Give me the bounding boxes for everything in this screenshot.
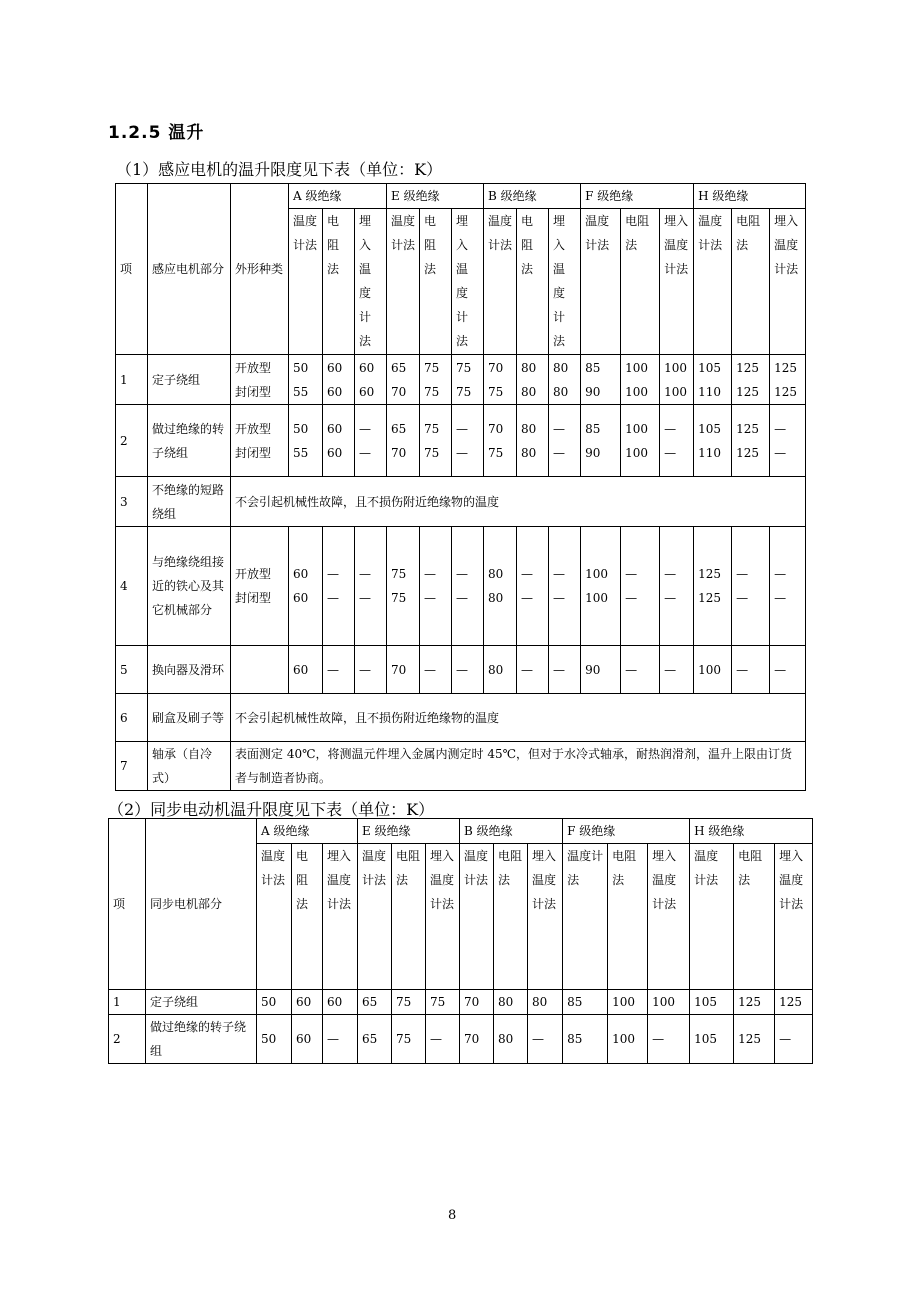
- value-cell: 105: [690, 1015, 734, 1064]
- method-header: 温度计法: [694, 209, 732, 355]
- value-cell: 50: [257, 990, 292, 1015]
- value-cell: — —: [770, 527, 806, 646]
- value-cell: 125 125: [732, 355, 770, 405]
- value-cell: — —: [732, 527, 770, 646]
- row-part: 做过绝缘的转子绕组: [146, 1015, 257, 1064]
- value-cell: —: [549, 646, 581, 694]
- method-header: 埋入温度计法: [648, 844, 690, 990]
- value-cell: 60 60: [355, 355, 387, 405]
- value-cell: 125: [734, 990, 775, 1015]
- row-type: 开放型 封闭型: [231, 527, 289, 646]
- value-cell: — —: [549, 527, 581, 646]
- value-cell: 100: [608, 1015, 648, 1064]
- table1-title: （1）感应电机的温升限度见下表（单位：K）: [116, 160, 443, 179]
- value-cell: 100: [608, 990, 648, 1015]
- value-cell: 75: [392, 1015, 426, 1064]
- row-part: 定子绕组: [148, 355, 231, 405]
- method-header: 埋入温度计法: [426, 844, 460, 990]
- value-cell: —: [420, 646, 452, 694]
- value-cell: — —: [420, 527, 452, 646]
- value-cell: 80 80: [484, 527, 517, 646]
- table-row: [109, 1015, 813, 1064]
- value-cell: 105: [690, 990, 734, 1015]
- method-header: 埋入温度计法: [660, 209, 694, 355]
- value-cell: —: [770, 646, 806, 694]
- value-cell: —: [517, 646, 549, 694]
- method-header: 温度计法: [387, 209, 420, 355]
- method-header: 电阻法: [621, 209, 660, 355]
- row-number: 5: [116, 646, 148, 694]
- value-cell: 85: [563, 990, 608, 1015]
- col-header-part: 感应电机部分: [148, 184, 231, 355]
- row-note: 不会引起机械性故障，且不损伤附近绝缘物的温度: [231, 477, 806, 527]
- method-header: 电阻法: [732, 209, 770, 355]
- value-cell: 70 75: [484, 405, 517, 477]
- col-header-part: 同步电机部分: [146, 819, 257, 990]
- col-header-item: 项: [116, 184, 148, 355]
- induction-motor-table: [115, 183, 806, 791]
- value-cell: 60 60: [323, 405, 355, 477]
- table-row: [109, 990, 813, 1015]
- value-cell: 60: [292, 1015, 323, 1064]
- method-header: 温度计法: [484, 209, 517, 355]
- row-number: 1: [109, 990, 146, 1015]
- method-header: 电阻法: [517, 209, 549, 355]
- value-cell: 50: [257, 1015, 292, 1064]
- value-cell: 75 75: [420, 405, 452, 477]
- row-number: 1: [116, 355, 148, 405]
- value-cell: 50 55: [289, 355, 323, 405]
- value-cell: —: [323, 1015, 358, 1064]
- value-cell: 70: [387, 646, 420, 694]
- value-cell: 75 75: [452, 355, 484, 405]
- value-cell: 70 75: [484, 355, 517, 405]
- page-number: 8: [448, 1208, 457, 1223]
- value-cell: —: [648, 1015, 690, 1064]
- value-cell: —: [660, 646, 694, 694]
- value-cell: 60 60: [289, 527, 323, 646]
- row-number: 6: [116, 694, 148, 742]
- method-header: 温度计法: [563, 844, 608, 990]
- value-cell: 75: [392, 990, 426, 1015]
- insulation-class-header: A 级绝缘: [257, 819, 358, 844]
- value-cell: — —: [660, 527, 694, 646]
- insulation-class-header: F 级绝缘: [563, 819, 690, 844]
- value-cell: 60: [289, 646, 323, 694]
- method-header: 电阻法: [734, 844, 775, 990]
- method-header: 埋入温度计法: [323, 844, 358, 990]
- value-cell: —: [528, 1015, 563, 1064]
- value-cell: — —: [355, 405, 387, 477]
- value-cell: —: [323, 646, 355, 694]
- value-cell: —: [426, 1015, 460, 1064]
- value-cell: 90: [581, 646, 621, 694]
- row-number: 3: [116, 477, 148, 527]
- value-cell: 125 125: [770, 355, 806, 405]
- method-header: 温度计法: [581, 209, 621, 355]
- row-number: 7: [116, 742, 148, 791]
- row-note: 不会引起机械性故障，且不损伤附近绝缘物的温度: [231, 694, 806, 742]
- method-header: 温度计法: [289, 209, 323, 355]
- value-cell: 80 80: [517, 355, 549, 405]
- value-cell: — —: [770, 405, 806, 477]
- value-cell: — —: [660, 405, 694, 477]
- value-cell: 100 100: [621, 355, 660, 405]
- row-part: 换向器及滑环: [148, 646, 231, 694]
- method-header: 温度计法: [460, 844, 494, 990]
- method-header: 埋入温度计法: [355, 209, 387, 355]
- value-cell: 65: [358, 990, 392, 1015]
- insulation-class-header: H 级绝缘: [694, 184, 806, 209]
- method-header: 电阻法: [323, 209, 355, 355]
- row-number: 4: [116, 527, 148, 646]
- value-cell: 85 90: [581, 355, 621, 405]
- value-cell: 80: [494, 1015, 528, 1064]
- value-cell: — —: [452, 527, 484, 646]
- value-cell: 65: [358, 1015, 392, 1064]
- row-note: 表面测定 40℃，将测温元件埋入金属内测定时 45℃，但对于水冷式轴承，耐热润滑剂，温升上限由订货者与制造者协商。: [231, 742, 806, 791]
- value-cell: 100: [694, 646, 732, 694]
- method-header: 电阻法: [420, 209, 452, 355]
- row-part: 做过绝缘的转子绕组: [148, 405, 231, 477]
- table-row: [116, 477, 806, 527]
- value-cell: 75: [426, 990, 460, 1015]
- method-header: 电阻法: [608, 844, 648, 990]
- value-cell: 100 100: [621, 405, 660, 477]
- col-header-type: 外形种类: [231, 184, 289, 355]
- value-cell: 60 60: [323, 355, 355, 405]
- method-header: 温度计法: [690, 844, 734, 990]
- table2-title: （2）同步电动机温升限度见下表（单位：K）: [108, 800, 435, 819]
- method-header: 电阻法: [292, 844, 323, 990]
- row-part: 定子绕组: [146, 990, 257, 1015]
- value-cell: 80: [528, 990, 563, 1015]
- table-row: [116, 646, 806, 694]
- method-header: 埋入温度计法: [549, 209, 581, 355]
- value-cell: —: [621, 646, 660, 694]
- value-cell: 70: [460, 990, 494, 1015]
- insulation-class-header: E 级绝缘: [358, 819, 460, 844]
- method-header: 埋入温度计法: [775, 844, 813, 990]
- value-cell: — —: [621, 527, 660, 646]
- value-cell: 105 110: [694, 405, 732, 477]
- table-row: [116, 742, 806, 791]
- value-cell: 65 70: [387, 405, 420, 477]
- row-type: [231, 646, 289, 694]
- section-heading: 1.2.5 温升: [108, 123, 205, 143]
- value-cell: —: [775, 1015, 813, 1064]
- value-cell: 80 80: [549, 355, 581, 405]
- value-cell: —: [355, 646, 387, 694]
- value-cell: 125: [734, 1015, 775, 1064]
- insulation-class-header: B 级绝缘: [460, 819, 563, 844]
- value-cell: 85: [563, 1015, 608, 1064]
- row-number: 2: [116, 405, 148, 477]
- value-cell: 60: [323, 990, 358, 1015]
- value-cell: 100 100: [581, 527, 621, 646]
- col-header-item: 项: [109, 819, 146, 990]
- table-row: [116, 405, 806, 477]
- value-cell: — —: [549, 405, 581, 477]
- value-cell: 80: [484, 646, 517, 694]
- row-type: 开放型 封闭型: [231, 355, 289, 405]
- table-row: [116, 694, 806, 742]
- value-cell: 70: [460, 1015, 494, 1064]
- row-type: 开放型 封闭型: [231, 405, 289, 477]
- value-cell: 60: [292, 990, 323, 1015]
- table-row: [116, 355, 806, 405]
- value-cell: 125: [775, 990, 813, 1015]
- insulation-class-header: B 级绝缘: [484, 184, 581, 209]
- value-cell: 100: [648, 990, 690, 1015]
- value-cell: 75 75: [387, 527, 420, 646]
- row-part: 轴承（自冷式）: [148, 742, 231, 791]
- header-row: [109, 819, 813, 844]
- row-part: 刷盒及刷子等: [148, 694, 231, 742]
- value-cell: — —: [323, 527, 355, 646]
- method-header: 埋入温度计法: [452, 209, 484, 355]
- method-header: 温度计法: [358, 844, 392, 990]
- insulation-class-header: A 级绝缘: [289, 184, 387, 209]
- header-row: [116, 184, 806, 209]
- table-row: [116, 527, 806, 646]
- synchronous-motor-table: [108, 818, 813, 1064]
- value-cell: 80 80: [517, 405, 549, 477]
- value-cell: 75 75: [420, 355, 452, 405]
- value-cell: 85 90: [581, 405, 621, 477]
- method-header: 电阻法: [494, 844, 528, 990]
- method-header: 埋入温度计法: [528, 844, 563, 990]
- value-cell: 125 125: [732, 405, 770, 477]
- method-header: 埋入温度计法: [770, 209, 806, 355]
- insulation-class-header: F 级绝缘: [581, 184, 694, 209]
- value-cell: 65 70: [387, 355, 420, 405]
- value-cell: 80: [494, 990, 528, 1015]
- value-cell: 125 125: [694, 527, 732, 646]
- value-cell: —: [732, 646, 770, 694]
- insulation-class-header: H 级绝缘: [690, 819, 813, 844]
- row-part: 与绝缘绕组接近的铁心及其它机械部分: [148, 527, 231, 646]
- value-cell: 100 100: [660, 355, 694, 405]
- value-cell: — —: [452, 405, 484, 477]
- value-cell: — —: [517, 527, 549, 646]
- value-cell: 50 55: [289, 405, 323, 477]
- method-header: 电阻法: [392, 844, 426, 990]
- value-cell: —: [452, 646, 484, 694]
- row-part: 不绝缘的短路绕组: [148, 477, 231, 527]
- insulation-class-header: E 级绝缘: [387, 184, 484, 209]
- row-number: 2: [109, 1015, 146, 1064]
- value-cell: 105 110: [694, 355, 732, 405]
- value-cell: — —: [355, 527, 387, 646]
- method-header: 温度计法: [257, 844, 292, 990]
